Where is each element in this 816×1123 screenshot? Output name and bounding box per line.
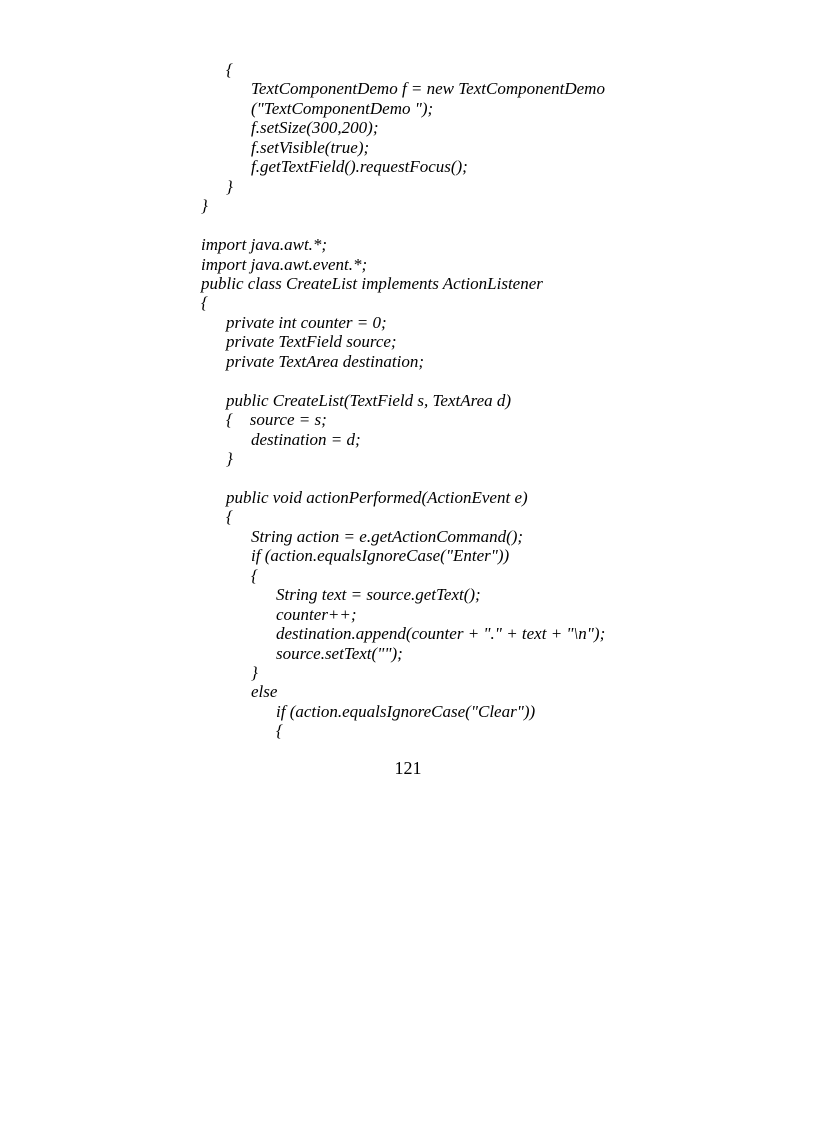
code-line: if (action.equalsIgnoreCase("Clear")) [276, 701, 536, 721]
code-line: String action = e.getActionCommand(); [251, 526, 524, 546]
code-line: { [226, 507, 233, 527]
code-line: public void actionPerformed(ActionEvent e) [226, 487, 528, 507]
code-line: import java.awt.*; [201, 235, 328, 255]
code-line: String text = source.getText(); [276, 585, 481, 605]
code-line: { [201, 293, 208, 313]
code-line: } [226, 176, 233, 196]
code-line: } [226, 449, 233, 468]
code-line: import java.awt.event.*; [201, 254, 368, 274]
code-line: f.getTextField().requestFocus(); [251, 157, 468, 177]
code-line: ("TextComponentDemo "); [251, 98, 434, 118]
code-line: } [201, 196, 208, 216]
code-line: private int counter = 0; [226, 312, 387, 332]
code-line: if (action.equalsIgnoreCase("Enter")) [251, 546, 510, 566]
code-line: destination.append(counter + "." + text + "\n"); [276, 624, 606, 644]
code-line: private TextField source; [226, 332, 397, 352]
page-number: 121 [394, 758, 422, 778]
code-line: { source = s; [226, 410, 327, 430]
code-line: public class CreateList implements ActionListener [201, 273, 543, 293]
code-line: { [226, 60, 233, 79]
code-line: else [251, 682, 278, 702]
code-line: TextComponentDemo f = new TextComponentDemo [251, 79, 605, 99]
code-line: } [251, 662, 258, 682]
code-line: source.setText(""); [276, 643, 403, 663]
code-line: counter++; [276, 604, 357, 624]
code-line: { [251, 565, 258, 585]
code-line: destination = d; [251, 429, 361, 449]
code-line: f.setVisible(true); [251, 137, 370, 157]
code-line: { [276, 721, 283, 741]
code-line: private TextArea destination; [226, 351, 424, 371]
code-line: public CreateList(TextField s, TextArea d) [226, 390, 512, 410]
code-line: f.setSize(300,200); [251, 118, 379, 138]
